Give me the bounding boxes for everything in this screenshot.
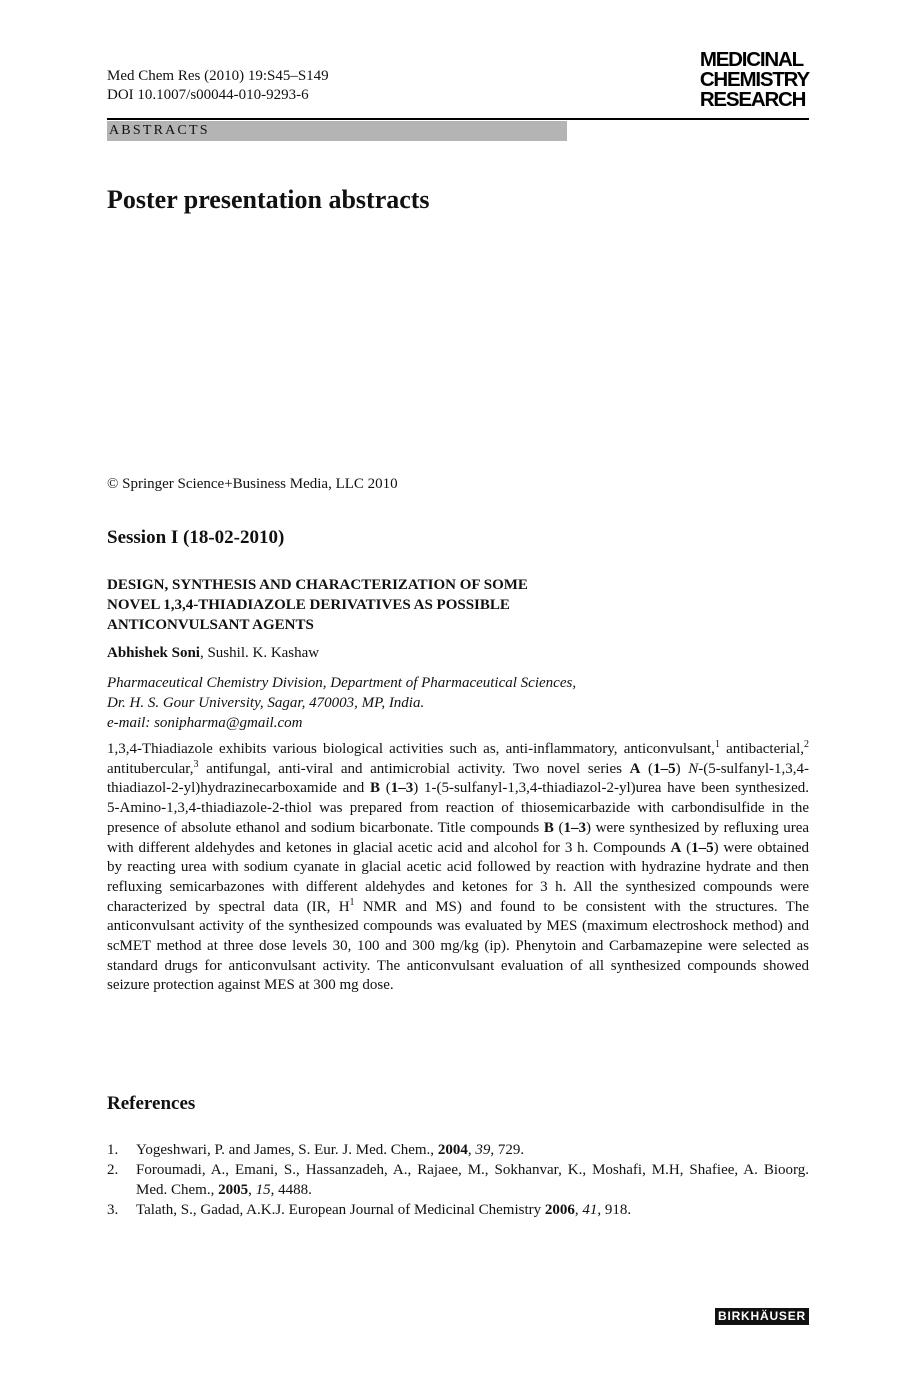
citation-marker: 2 (804, 739, 809, 750)
contact-email: e-mail: sonipharma@gmail.com (107, 715, 303, 731)
compound-range: 1–5 (691, 839, 714, 856)
reference-volume: 15 (255, 1182, 271, 1198)
doi-line: DOI 10.1007/s00044-010-9293-6 (107, 87, 309, 103)
reference-year: 2004 (437, 1142, 468, 1158)
compound-range: 1–3 (563, 819, 587, 836)
presenting-author: Abhishek Soni (107, 645, 200, 661)
affiliation (107, 673, 576, 733)
abstract-title-line: ANTICONVULSANT AGENTS (107, 617, 314, 633)
body-text: antifungal, anti-viral and antimicrobial activity. Two novel series (198, 760, 630, 777)
reference-number: 3. (107, 1202, 119, 1218)
body-text: antibacterial, (719, 741, 804, 757)
body-text: ) (675, 760, 689, 777)
affiliation-line: Pharmaceutical Chemistry Division, Department of Pharmaceutical Sciences, (107, 675, 577, 691)
compound-range: 1–3 (390, 780, 414, 797)
body-text: ) were obtained by reacting urea with sodium cyanate in glacial acetic acid followed by reaction with hydrazine hydrate and then refluxing semicarbazones with different aldehydes and ketones for 3 h. All the synthesized compounds were characterized by spectral data (IR, H (107, 839, 810, 915)
journal-citation (107, 67, 329, 105)
reference-text: , 4488. (270, 1182, 312, 1198)
body-text: -(5-sulfanyl-1,3,4-thiadiazol-2-yl)hydrazinecarboxamide and (107, 760, 810, 797)
copyright-notice: © Springer Science+Business Media, LLC 2010 (107, 476, 398, 492)
citation-marker: 1 (714, 739, 720, 750)
reference-text: , (467, 1142, 476, 1158)
abstract-title-line: DESIGN, SYNTHESIS AND CHARACTERIZATION OF SOME (107, 577, 528, 593)
reference-item (107, 1140, 809, 1160)
session-heading: Session I (18-02-2010) (107, 527, 285, 548)
body-text: ( (380, 780, 391, 797)
reference-text: , 729. (490, 1142, 525, 1158)
reference-number: 1. (107, 1142, 119, 1158)
series-label: B (370, 780, 381, 797)
body-text: 1,3,4-Thiadiazole exhibits various biological activities such as, anti-inflammatory, anticonvulsant, (107, 741, 715, 757)
series-label: A (670, 839, 682, 856)
logo-line: MEDICINAL (699, 48, 803, 71)
body-text: NMR and MS) and found to be consistent with the structures. The anticonvulsant activity of the synthesized compounds was evaluated by MES (maximum electroshock method) and scMET method at three dose levels 30, 100 and 300 mg/kg (ip). Phenytoin and Carbamazepine were selected as standard drugs for anticonvulsant activity. The anticonvulsant evaluation of all synthesized compounds showed seizure protection against MES at 300 mg dose. (107, 898, 809, 994)
references-heading: References (107, 1093, 196, 1114)
publisher-logo: BIRKHÄUSER (715, 1308, 809, 1325)
reference-item (107, 1160, 809, 1200)
affiliation-line: Dr. H. S. Gour University, Sagar, 470003, MP, India. (107, 695, 425, 711)
body-text: ) 1-(5-sulfanyl-1,3,4-thiadiazol-2-yl)urea have been synthesized. 5-Amino-1,3,4-thiadiazole-2-thiol was prepared from reaction of thiosemicarbazide with carbondisulfide in the presence of absolute ethanol and sodium bicarbonate. Title compounds (107, 780, 809, 836)
abstract-title-line: NOVEL 1,3,4-THIADIAZOLE DERIVATIVES AS POSSIBLE (107, 597, 510, 613)
body-text: antitubercular, (107, 760, 194, 777)
reference-text: Talath, S., Gadad, A.K.J. European Journal of Medicinal Chemistry (136, 1202, 545, 1218)
body-text: ( (553, 819, 564, 836)
body-text: ( (640, 760, 654, 777)
section-label: ABSTRACTS (107, 121, 567, 141)
body-text: ) were synthesized by refluxing urea with different aldehydes and ketones in glacial acetic acid and alcohol for 3 h. Compounds (107, 819, 810, 856)
logo-line: CHEMISTRY (699, 68, 809, 91)
header-rule (107, 118, 809, 120)
journal-logo (700, 50, 809, 110)
reference-text: , (248, 1182, 256, 1198)
author-list (107, 645, 319, 662)
abstract-body (107, 740, 809, 996)
reference-list (107, 1140, 809, 1220)
coauthors: , Sushil. K. Kashaw (199, 645, 320, 661)
body-text: ( (681, 839, 692, 856)
reference-year: 2006 (544, 1202, 575, 1218)
reference-item (107, 1200, 809, 1220)
reference-text: Foroumadi, A., Emani, S., Hassanzadeh, A., Rajaee, M., Sokhanvar, K., Moshafi, M.H, Shafiee, A. Bioorg. Med. Chem., (136, 1162, 809, 1198)
reference-year: 2005 (218, 1182, 249, 1198)
chem-prefix: N (688, 760, 699, 777)
reference-volume: 39 (475, 1142, 491, 1158)
reference-text: , 918. (597, 1202, 632, 1218)
page-title: Poster presentation abstracts (107, 185, 430, 214)
abstract-title (107, 575, 627, 635)
compound-range: 1–5 (653, 760, 676, 777)
superscript: 1 (349, 896, 355, 908)
logo-line: RESEARCH (699, 88, 806, 111)
reference-number: 2. (107, 1162, 119, 1178)
journal-line: Med Chem Res (2010) 19:S45–S149 (107, 68, 329, 84)
reference-text: , (574, 1202, 583, 1218)
series-label: B (543, 819, 554, 836)
citation-marker: 3 (193, 758, 199, 770)
reference-volume: 41 (582, 1202, 598, 1218)
series-label: A (629, 760, 641, 777)
reference-text: Yogeshwari, P. and James, S. Eur. J. Med. Chem., (136, 1142, 438, 1158)
